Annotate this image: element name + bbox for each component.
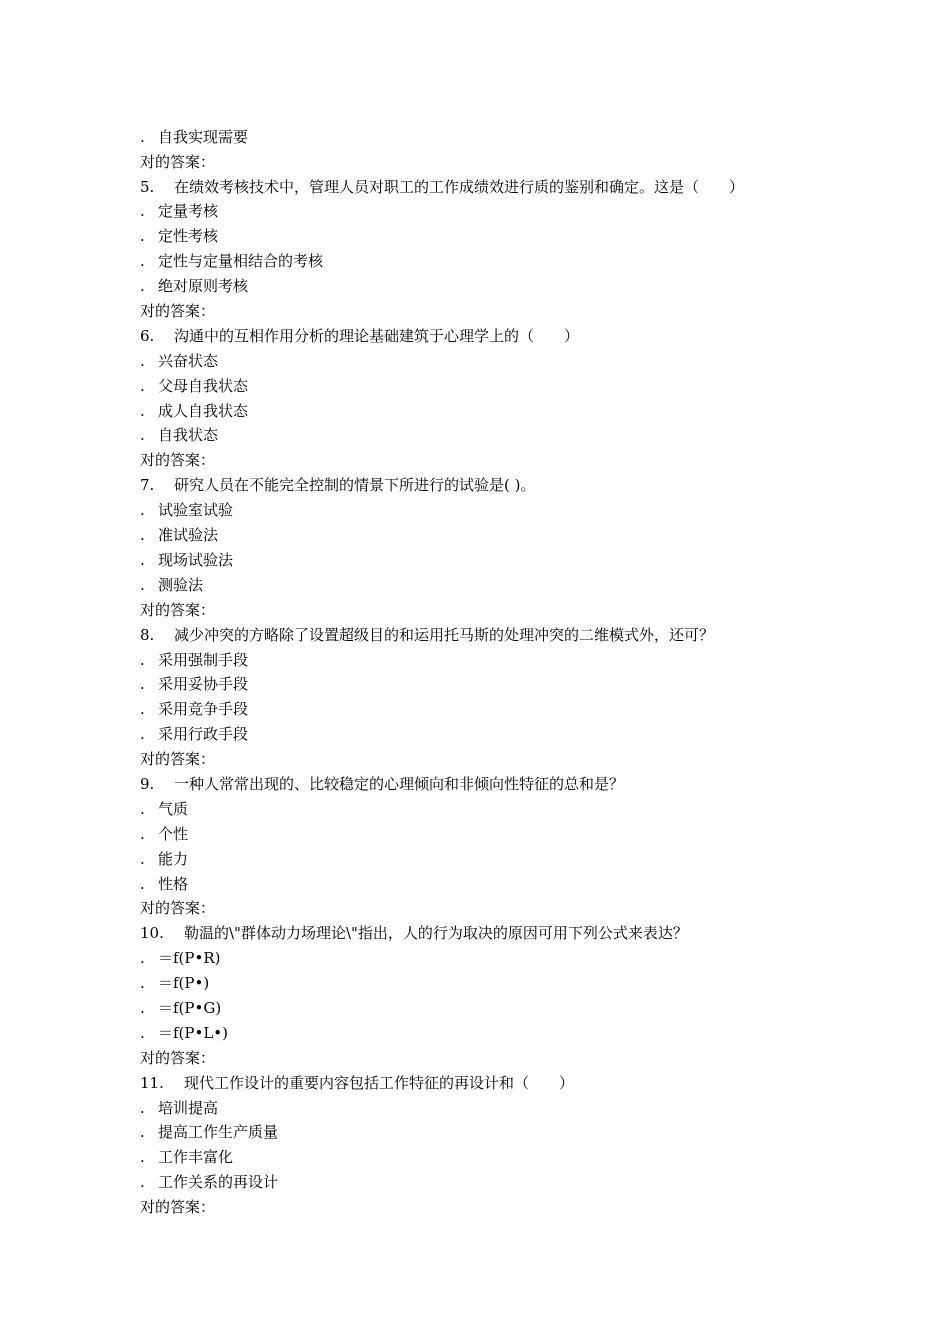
question-text: 研究人员在不能完全控制的情景下所进行的试验是( )。 xyxy=(174,476,536,495)
option-text: 成人自我状态 xyxy=(158,401,249,420)
option-line xyxy=(140,648,920,673)
question-text: 在绩效考核技术中，管理人员对职工的工作成绩效进行质的鉴别和确定。这是（ ） xyxy=(174,177,745,196)
option-line xyxy=(140,1096,920,1121)
option-line xyxy=(140,548,920,573)
question-number: 10. xyxy=(140,924,164,943)
option-marker: . xyxy=(140,675,145,694)
option-text: 现场试验法 xyxy=(158,550,234,569)
option-marker: . xyxy=(140,824,145,843)
option-marker: . xyxy=(140,1098,145,1117)
option-marker: . xyxy=(140,725,145,744)
option-marker: . xyxy=(140,650,145,669)
option-line xyxy=(140,199,920,224)
option-text: 自我状态 xyxy=(158,426,219,445)
option-line xyxy=(140,1170,920,1195)
option-marker: . xyxy=(140,227,145,246)
option-text: 提高工作生产质量 xyxy=(158,1123,279,1142)
question-list xyxy=(140,125,920,1220)
option-marker: . xyxy=(140,202,145,221)
option-text: 采用竞争手段 xyxy=(158,700,249,719)
answer-label: 对的答案： xyxy=(140,1198,216,1217)
option-marker: . xyxy=(140,376,145,395)
question-number: 7. xyxy=(140,476,155,495)
question-line xyxy=(140,324,920,349)
option-text: 父母自我状态 xyxy=(158,376,249,395)
question-number: 11. xyxy=(140,1073,164,1092)
option-text: 绝对原则考核 xyxy=(158,277,249,296)
option-text: 试验室试验 xyxy=(158,501,234,520)
answer-label: 对的答案： xyxy=(140,600,216,619)
option-text: ＝f(P•R) xyxy=(158,949,221,968)
option-line xyxy=(140,349,920,374)
option-line xyxy=(140,399,920,424)
option-text: 气质 xyxy=(158,799,189,818)
option-line xyxy=(140,996,920,1021)
option-line xyxy=(140,822,920,847)
option-line xyxy=(140,125,920,150)
option-marker: . xyxy=(140,949,145,968)
question-block xyxy=(140,175,920,324)
option-text: 个性 xyxy=(158,824,189,843)
question-number: 8. xyxy=(140,625,155,644)
option-line xyxy=(140,847,920,872)
question-line xyxy=(140,1071,920,1096)
question-number: 6. xyxy=(140,326,155,345)
answer-label: 对的答案： xyxy=(140,451,216,470)
question-block xyxy=(140,324,920,473)
option-line xyxy=(140,697,920,722)
option-text: 培训提高 xyxy=(158,1098,219,1117)
option-marker: . xyxy=(140,874,145,893)
option-line xyxy=(140,971,920,996)
option-text: 定性考核 xyxy=(158,227,219,246)
question-number: 5. xyxy=(140,177,155,196)
option-line xyxy=(140,872,920,897)
option-marker: . xyxy=(140,1023,145,1042)
answer-label: 对的答案： xyxy=(140,1048,216,1067)
question-block xyxy=(140,473,920,622)
option-line xyxy=(140,573,920,598)
question-text: 减少冲突的方略除了设置超级目的和运用托马斯的处理冲突的二维模式外，还可？ xyxy=(174,625,715,644)
option-text: 定性与定量相结合的考核 xyxy=(158,252,324,271)
question-block xyxy=(140,921,920,1070)
question-block xyxy=(140,1071,920,1220)
option-line xyxy=(140,224,920,249)
option-marker: . xyxy=(140,127,145,146)
option-text: 工作丰富化 xyxy=(158,1148,234,1167)
option-marker: . xyxy=(140,799,145,818)
option-line xyxy=(140,672,920,697)
option-text: 定量考核 xyxy=(158,202,219,221)
question-number: 9. xyxy=(140,774,155,793)
question-line xyxy=(140,473,920,498)
option-text: ＝f(P•L•) xyxy=(158,1023,229,1042)
question-block xyxy=(140,772,920,921)
option-line xyxy=(140,523,920,548)
option-marker: . xyxy=(140,575,145,594)
option-line xyxy=(140,797,920,822)
option-line xyxy=(140,374,920,399)
option-line xyxy=(140,722,920,747)
option-marker: . xyxy=(140,1148,145,1167)
option-marker: . xyxy=(140,998,145,1017)
option-line xyxy=(140,1021,920,1046)
question-line xyxy=(140,623,920,648)
question-line xyxy=(140,772,920,797)
option-marker: . xyxy=(140,277,145,296)
option-text: ＝f(P•G) xyxy=(158,998,222,1017)
option-marker: . xyxy=(140,401,145,420)
option-marker: . xyxy=(140,849,145,868)
option-text: 准试验法 xyxy=(158,526,219,545)
option-text: 工作关系的再设计 xyxy=(158,1173,279,1192)
question-line xyxy=(140,175,920,200)
option-line xyxy=(140,1145,920,1170)
option-text: 采用行政手段 xyxy=(158,725,249,744)
question-text: 现代工作设计的重要内容包括工作特征的再设计和（ ） xyxy=(184,1073,575,1092)
option-text: 采用强制手段 xyxy=(158,650,249,669)
option-marker: . xyxy=(140,1173,145,1192)
option-text: 能力 xyxy=(158,849,189,868)
option-line xyxy=(140,1120,920,1145)
option-line xyxy=(140,249,920,274)
answer-label: 对的答案： xyxy=(140,152,216,171)
option-marker: . xyxy=(140,1123,145,1142)
answer-label: 对的答案： xyxy=(140,750,216,769)
option-line xyxy=(140,274,920,299)
option-line xyxy=(140,946,920,971)
option-marker: . xyxy=(140,550,145,569)
question-text: 一种人常常出现的、比较稳定的心理倾向和非倾向性特征的总和是？ xyxy=(174,774,625,793)
question-block xyxy=(140,623,920,772)
option-text: 测验法 xyxy=(158,575,204,594)
option-line xyxy=(140,423,920,448)
option-text: ＝f(P•) xyxy=(158,974,210,993)
option-marker: . xyxy=(140,351,145,370)
option-marker: . xyxy=(140,700,145,719)
option-text: 兴奋状态 xyxy=(158,351,219,370)
question-text: 勒温的\"群体动力场理论\"指出，人的行为取决的原因可用下列公式来表达？ xyxy=(184,924,688,943)
option-text: 采用妥协手段 xyxy=(158,675,249,694)
option-marker: . xyxy=(140,501,145,520)
answer-label: 对的答案： xyxy=(140,899,216,918)
option-line xyxy=(140,498,920,523)
option-marker: . xyxy=(140,426,145,445)
option-marker: . xyxy=(140,526,145,545)
option-marker: . xyxy=(140,252,145,271)
option-marker: . xyxy=(140,974,145,993)
question-line xyxy=(140,921,920,946)
question-text: 沟通中的互相作用分析的理论基础建筑于心理学上的（ ） xyxy=(174,326,580,345)
answer-label: 对的答案： xyxy=(140,302,216,321)
option-text: 自我实现需要 xyxy=(158,127,249,146)
option-text: 性格 xyxy=(158,874,189,893)
